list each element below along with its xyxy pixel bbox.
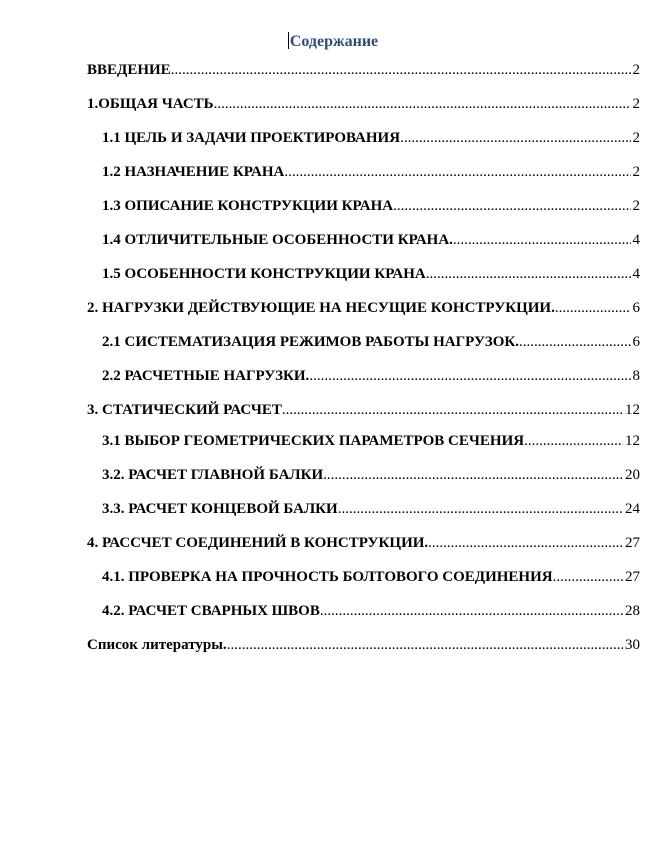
toc-entry-4-2[interactable] <box>102 601 640 621</box>
toc-leader <box>309 366 630 386</box>
toc-entry-page: 30 <box>625 637 640 653</box>
toc-entry-page: 24 <box>625 501 640 517</box>
toc-entry-1-2[interactable] <box>102 162 640 182</box>
toc-entry-3-1[interactable] <box>102 431 640 451</box>
toc-entry-2-1[interactable] <box>102 332 640 352</box>
toc-entry-1-3[interactable] <box>102 196 640 216</box>
toc-entry-label: 4. РАССЧЕТ СОЕДИНЕНИЙ В КОНСТРУКЦИИ. <box>87 535 429 551</box>
toc-entry-label: Список литературы. <box>87 637 227 653</box>
toc-entry-label: 2.1 СИСТЕМАТИЗАЦИЯ РЕЖИМОВ РАБОТЫ НАГРУЗОК. <box>102 334 519 350</box>
toc-entry-references[interactable] <box>87 635 640 655</box>
toc-leader <box>428 533 623 553</box>
toc-entry-label: 3.3. РАСЧЕТ КОНЦЕВОЙ БАЛКИ <box>102 501 338 517</box>
toc-entry-1-5[interactable] <box>102 264 640 284</box>
toc-leader <box>519 332 631 352</box>
toc-entry-label: ВВЕДЕНИЕ <box>87 62 171 78</box>
toc-entry-page: 2 <box>632 164 640 180</box>
toc-entry-label: 3.1 ВЫБОР ГЕОМЕТРИЧЕСКИХ ПАРАМЕТРОВ СЕЧЕНИЯ <box>102 433 525 449</box>
toc-entry-label: 1.3 ОПИСАНИЕ КОНСТРУКЦИИ КРАНА <box>102 198 394 214</box>
toc-leader <box>553 567 623 587</box>
toc-entry-label: 1.1 ЦЕЛЬ И ЗАДАЧИ ПРОЕКТИРОВАНИЯ <box>102 130 401 146</box>
toc-entry-label: 3.2. РАСЧЕТ ГЛАВНОЙ БАЛКИ <box>102 467 324 483</box>
toc-entry-page: 20 <box>625 467 640 483</box>
toc-leader <box>338 499 623 519</box>
toc-leader <box>453 230 631 250</box>
toc-entry-3-2[interactable] <box>102 465 640 485</box>
toc-entry-label: 4.2. РАСЧЕТ СВАРНЫХ ШВОВ <box>102 603 320 619</box>
toc-entry-label: 1.4 ОТЛИЧИТЕЛЬНЫЕ ОСОБЕННОСТИ КРАНА. <box>102 232 453 248</box>
toc-entry-label: 1.2 НАЗНАЧЕНИЕ КРАНА <box>102 164 285 180</box>
toc-entry-1-1[interactable] <box>102 128 640 148</box>
toc-entry-introduction[interactable] <box>87 60 640 80</box>
toc-leader <box>555 298 631 318</box>
toc-entry-label: 1.ОБЩАЯ ЧАСТЬ <box>87 96 214 112</box>
toc-entry-label: 1.5 ОСОБЕННОСТИ КОНСТРУКЦИИ КРАНА <box>102 266 426 282</box>
toc-entry-label: 2.2 РАСЧЕТНЫЕ НАГРУЗКИ. <box>102 368 310 384</box>
toc-entry-page: 4 <box>632 232 640 248</box>
toc-title-text: Содержание <box>289 33 379 50</box>
toc-entry-page: 28 <box>625 603 640 619</box>
toc-entry-2-2[interactable] <box>102 366 640 386</box>
toc-entry-connections[interactable] <box>87 533 640 553</box>
toc-entry-static-calc[interactable] <box>87 400 640 420</box>
toc-leader <box>320 601 623 621</box>
toc-entry-general[interactable] <box>87 94 640 114</box>
toc-leader <box>426 264 631 284</box>
toc-entry-3-3[interactable] <box>102 499 640 519</box>
toc-leader <box>214 94 631 114</box>
toc-leader <box>284 162 630 182</box>
toc-entry-1-4[interactable] <box>102 230 640 250</box>
toc-leader <box>171 60 631 80</box>
toc-entry-page: 4 <box>632 266 640 282</box>
toc-entry-page: 12 <box>625 433 640 449</box>
toc-entry-page: 27 <box>625 535 640 551</box>
toc-entry-label: 4.1. ПРОВЕРКА НА ПРОЧНОСТЬ БОЛТОВОГО СОЕДИНЕНИЯ <box>102 569 553 585</box>
toc-entry-label: 2. НАГРУЗКИ ДЕЙСТВУЮЩИЕ НА НЕСУЩИЕ КОНСТРУКЦИИ. <box>87 300 555 316</box>
toc-entry-loads[interactable] <box>87 298 640 318</box>
toc-entry-page: 6 <box>632 300 640 316</box>
toc-entry-page: 27 <box>625 569 640 585</box>
toc-leader <box>323 465 623 485</box>
toc-leader <box>400 128 630 148</box>
toc-entry-page: 2 <box>632 96 640 112</box>
toc-entry-label: 3. СТАТИЧЕСКИЙ РАСЧЕТ <box>87 402 282 418</box>
toc-leader <box>227 635 623 655</box>
toc-leader <box>524 431 623 451</box>
toc-entry-4-1[interactable] <box>102 567 640 587</box>
toc-entry-page: 2 <box>632 130 640 146</box>
toc-entry-page: 6 <box>632 334 640 350</box>
toc-leader <box>282 400 623 420</box>
toc-leader <box>393 196 630 216</box>
toc-entry-page: 2 <box>632 62 640 78</box>
toc-entry-page: 2 <box>632 198 640 214</box>
toc-entry-page: 12 <box>625 402 640 418</box>
toc-entry-page: 8 <box>632 368 640 384</box>
